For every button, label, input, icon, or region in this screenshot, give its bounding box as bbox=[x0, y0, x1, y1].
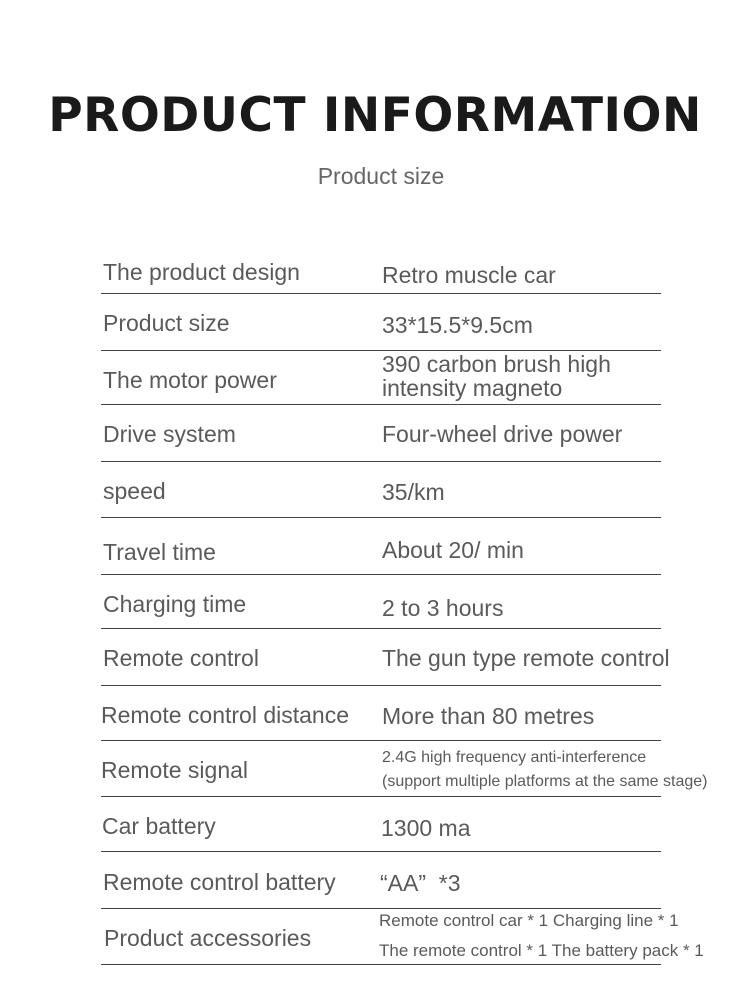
spec-label: Charging time bbox=[103, 591, 247, 617]
spec-label: speed bbox=[103, 478, 166, 504]
spec-label: The motor power bbox=[103, 367, 277, 393]
spec-value: Four-wheel drive power bbox=[382, 421, 623, 447]
spec-value: 33*15.5*9.5cm bbox=[382, 312, 533, 338]
spec-value: 2 to 3 hours bbox=[382, 595, 504, 621]
spec-row-product-size bbox=[101, 294, 661, 351]
spec-value: intensity magneto bbox=[382, 375, 563, 401]
spec-row-product-design bbox=[101, 250, 661, 294]
page-title: PRODUCT INFORMATION bbox=[48, 88, 702, 143]
spec-value: 390 carbon brush high bbox=[382, 351, 611, 377]
spec-label: Car battery bbox=[102, 813, 216, 839]
spec-label: Drive system bbox=[103, 421, 236, 447]
spec-label: Remote control distance bbox=[101, 702, 350, 728]
spec-value: More than 80 metres bbox=[382, 703, 595, 729]
spec-row-remote-control bbox=[101, 629, 670, 686]
spec-row-accessories bbox=[101, 909, 704, 965]
spec-value: 2.4G high frequency anti-interference bbox=[382, 749, 647, 766]
spec-label: Remote control battery bbox=[103, 869, 336, 895]
spec-value: 35/km bbox=[382, 479, 445, 505]
spec-label: Product accessories bbox=[104, 925, 312, 951]
spec-value: Retro muscle car bbox=[382, 262, 556, 288]
spec-label: Travel time bbox=[103, 539, 216, 565]
spec-row-travel-time bbox=[101, 518, 661, 575]
page-subtitle: Product size bbox=[317, 163, 445, 189]
spec-label: Product size bbox=[103, 310, 230, 336]
spec-value: About 20/ min bbox=[382, 537, 524, 563]
spec-row-motor-power bbox=[101, 351, 661, 405]
spec-row-car-battery bbox=[101, 797, 661, 852]
spec-label: Remote signal bbox=[101, 757, 249, 783]
spec-label: Remote control bbox=[103, 645, 259, 671]
spec-value: Remote control car * 1 Charging line * 1 bbox=[379, 911, 679, 930]
spec-value: The gun type remote control bbox=[382, 645, 670, 671]
spec-label: The product design bbox=[103, 259, 300, 285]
spec-row-charging-time bbox=[101, 575, 661, 629]
spec-value: 1300 ma bbox=[381, 815, 471, 841]
spec-row-remote-distance bbox=[101, 686, 661, 741]
spec-value: “AA” *3 bbox=[380, 870, 461, 896]
spec-row-remote-signal bbox=[101, 741, 708, 797]
spec-row-drive-system bbox=[101, 405, 661, 462]
spec-value: (support multiple platforms at the same stage) bbox=[382, 773, 708, 790]
spec-row-speed bbox=[101, 462, 661, 518]
spec-value: The remote control * 1 The battery pack * 1 bbox=[379, 941, 704, 960]
spec-row-remote-battery bbox=[101, 852, 661, 909]
